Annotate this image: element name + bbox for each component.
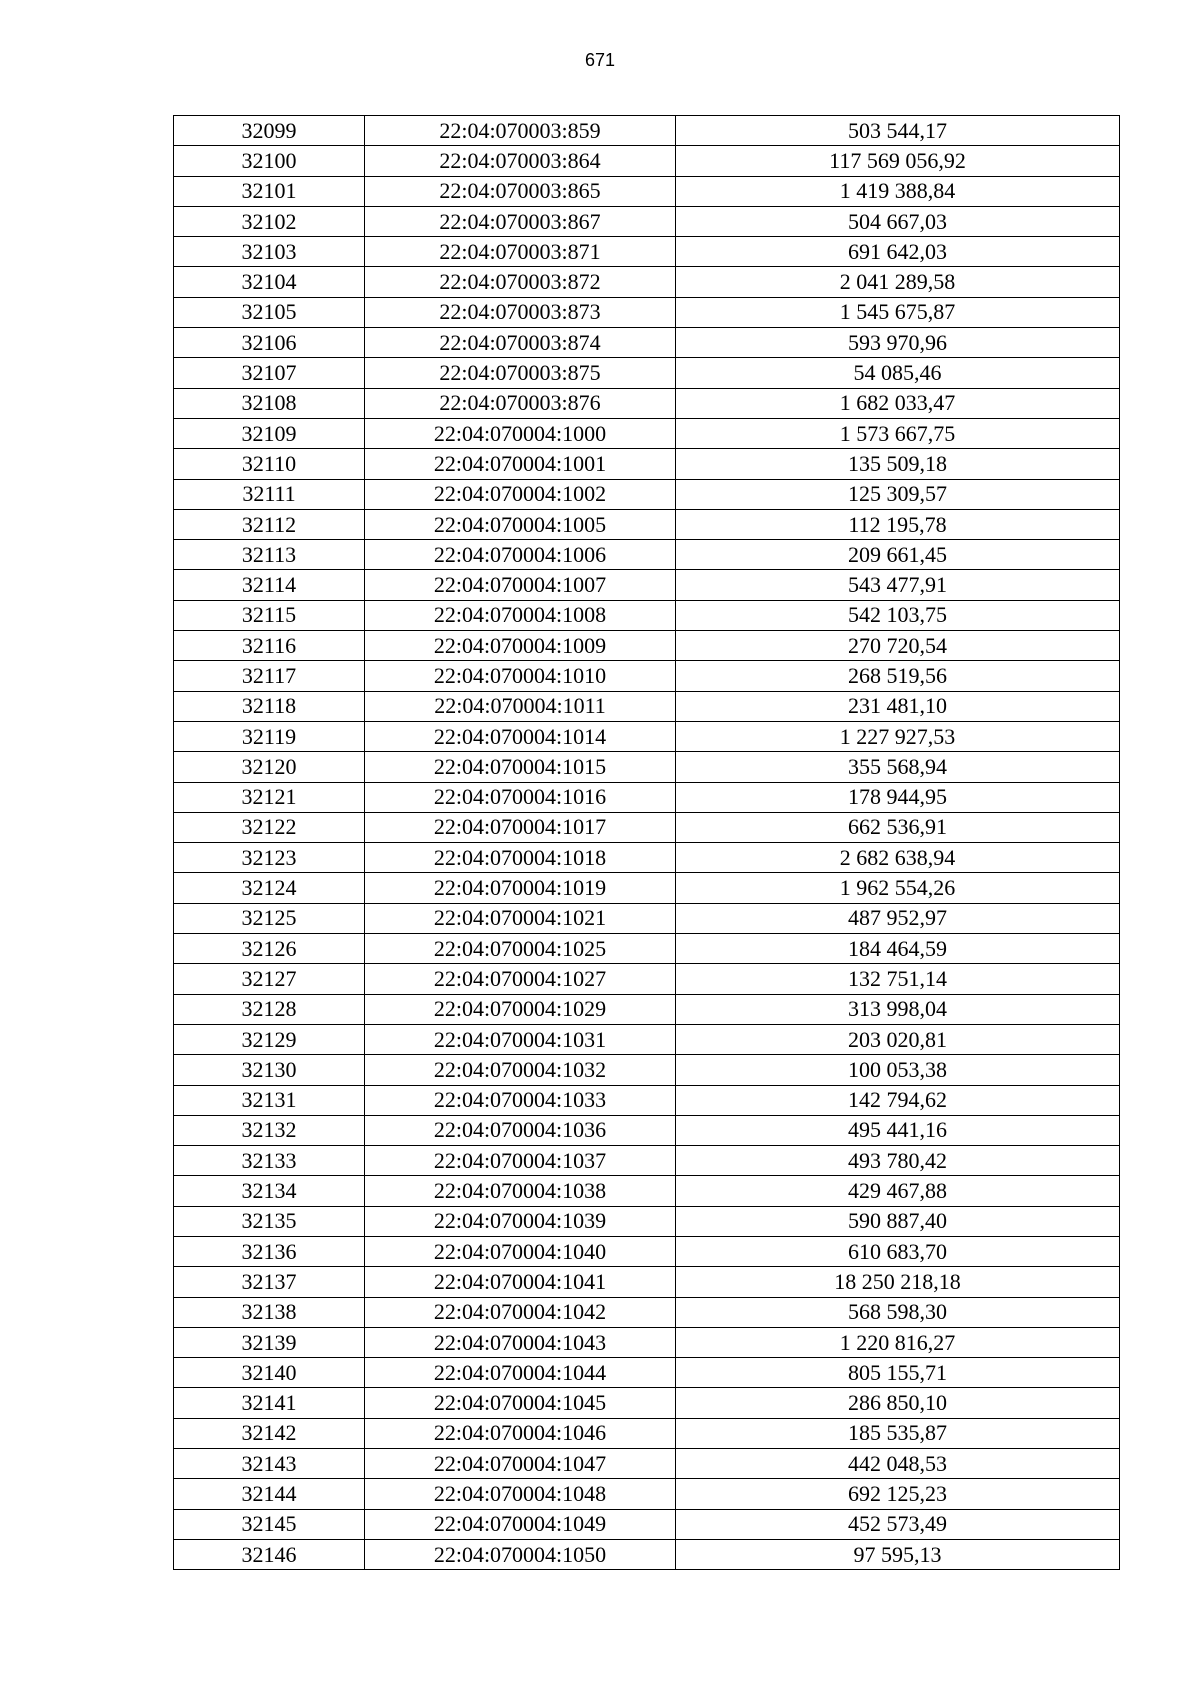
cadastral-number-cell: 22:04:070004:1046 xyxy=(365,1418,676,1448)
row-number-cell: 32142 xyxy=(174,1418,365,1448)
row-number-cell: 32124 xyxy=(174,873,365,903)
cadastral-number-cell: 22:04:070004:1029 xyxy=(365,994,676,1024)
row-number-cell: 32107 xyxy=(174,358,365,388)
table-row xyxy=(174,1327,1120,1357)
cadastral-number-cell: 22:04:070003:874 xyxy=(365,328,676,358)
row-number-cell: 32114 xyxy=(174,570,365,600)
table-row xyxy=(174,1206,1120,1236)
value-cell: 1 573 667,75 xyxy=(676,418,1120,448)
value-cell: 142 794,62 xyxy=(676,1085,1120,1115)
table-row xyxy=(174,418,1120,448)
cadastral-number-cell: 22:04:070004:1016 xyxy=(365,782,676,812)
row-number-cell: 32130 xyxy=(174,1055,365,1085)
row-number-cell: 32118 xyxy=(174,691,365,721)
table-row xyxy=(174,1236,1120,1266)
cadastral-number-cell: 22:04:070004:1009 xyxy=(365,631,676,661)
value-cell: 178 944,95 xyxy=(676,782,1120,812)
row-number-cell: 32138 xyxy=(174,1297,365,1327)
table-row xyxy=(174,116,1120,146)
cadastral-value-table xyxy=(173,115,1120,1570)
value-cell: 805 155,71 xyxy=(676,1358,1120,1388)
row-number-cell: 32129 xyxy=(174,1024,365,1054)
table-row xyxy=(174,570,1120,600)
value-cell: 18 250 218,18 xyxy=(676,1267,1120,1297)
row-number-cell: 32104 xyxy=(174,267,365,297)
value-cell: 132 751,14 xyxy=(676,964,1120,994)
row-number-cell: 32136 xyxy=(174,1236,365,1266)
table-row xyxy=(174,328,1120,358)
row-number-cell: 32125 xyxy=(174,903,365,933)
cadastral-number-cell: 22:04:070004:1045 xyxy=(365,1388,676,1418)
table-row xyxy=(174,1449,1120,1479)
row-number-cell: 32139 xyxy=(174,1327,365,1357)
cadastral-number-cell: 22:04:070004:1021 xyxy=(365,903,676,933)
value-cell: 268 519,56 xyxy=(676,661,1120,691)
cadastral-number-cell: 22:04:070004:1038 xyxy=(365,1176,676,1206)
cadastral-number-cell: 22:04:070004:1006 xyxy=(365,540,676,570)
row-number-cell: 32120 xyxy=(174,752,365,782)
row-number-cell: 32123 xyxy=(174,843,365,873)
row-number-cell: 32144 xyxy=(174,1479,365,1509)
row-number-cell: 32128 xyxy=(174,994,365,1024)
value-cell: 1 682 033,47 xyxy=(676,388,1120,418)
row-number-cell: 32106 xyxy=(174,328,365,358)
table-row xyxy=(174,479,1120,509)
value-cell: 2 682 638,94 xyxy=(676,843,1120,873)
cadastral-number-cell: 22:04:070003:871 xyxy=(365,237,676,267)
value-cell: 209 661,45 xyxy=(676,540,1120,570)
value-cell: 593 970,96 xyxy=(676,328,1120,358)
table-row xyxy=(174,1479,1120,1509)
row-number-cell: 32131 xyxy=(174,1085,365,1115)
row-number-cell: 32126 xyxy=(174,934,365,964)
table-row xyxy=(174,691,1120,721)
value-cell: 662 536,91 xyxy=(676,812,1120,842)
table-body xyxy=(174,116,1120,1570)
table-row xyxy=(174,1267,1120,1297)
row-number-cell: 32115 xyxy=(174,600,365,630)
cadastral-number-cell: 22:04:070004:1040 xyxy=(365,1236,676,1266)
value-cell: 135 509,18 xyxy=(676,449,1120,479)
value-cell: 286 850,10 xyxy=(676,1388,1120,1418)
table-row xyxy=(174,752,1120,782)
value-cell: 100 053,38 xyxy=(676,1055,1120,1085)
cadastral-number-cell: 22:04:070004:1025 xyxy=(365,934,676,964)
value-cell: 1 419 388,84 xyxy=(676,176,1120,206)
cadastral-number-cell: 22:04:070003:876 xyxy=(365,388,676,418)
cadastral-number-cell: 22:04:070004:1019 xyxy=(365,873,676,903)
table-row xyxy=(174,843,1120,873)
value-cell: 184 464,59 xyxy=(676,934,1120,964)
cadastral-number-cell: 22:04:070004:1011 xyxy=(365,691,676,721)
table-row xyxy=(174,1146,1120,1176)
value-cell: 493 780,42 xyxy=(676,1146,1120,1176)
cadastral-number-cell: 22:04:070004:1010 xyxy=(365,661,676,691)
value-cell: 112 195,78 xyxy=(676,509,1120,539)
row-number-cell: 32132 xyxy=(174,1115,365,1145)
row-number-cell: 32100 xyxy=(174,146,365,176)
table-row xyxy=(174,1176,1120,1206)
row-number-cell: 32111 xyxy=(174,479,365,509)
cadastral-number-cell: 22:04:070004:1017 xyxy=(365,812,676,842)
cadastral-number-cell: 22:04:070004:1050 xyxy=(365,1539,676,1569)
table-row xyxy=(174,449,1120,479)
table-row xyxy=(174,782,1120,812)
cadastral-number-cell: 22:04:070004:1049 xyxy=(365,1509,676,1539)
row-number-cell: 32135 xyxy=(174,1206,365,1236)
table-row xyxy=(174,1024,1120,1054)
cadastral-number-cell: 22:04:070004:1033 xyxy=(365,1085,676,1115)
row-number-cell: 32099 xyxy=(174,116,365,146)
table-row xyxy=(174,631,1120,661)
value-cell: 270 720,54 xyxy=(676,631,1120,661)
table-row xyxy=(174,600,1120,630)
table-row xyxy=(174,964,1120,994)
table-row xyxy=(174,176,1120,206)
cadastral-number-cell: 22:04:070003:864 xyxy=(365,146,676,176)
row-number-cell: 32113 xyxy=(174,540,365,570)
value-cell: 504 667,03 xyxy=(676,206,1120,236)
cadastral-number-cell: 22:04:070004:1018 xyxy=(365,843,676,873)
cadastral-number-cell: 22:04:070003:867 xyxy=(365,206,676,236)
row-number-cell: 32101 xyxy=(174,176,365,206)
row-number-cell: 32140 xyxy=(174,1358,365,1388)
cadastral-number-cell: 22:04:070004:1043 xyxy=(365,1327,676,1357)
table-row xyxy=(174,267,1120,297)
cadastral-number-cell: 22:04:070004:1001 xyxy=(365,449,676,479)
row-number-cell: 32141 xyxy=(174,1388,365,1418)
table-row xyxy=(174,873,1120,903)
cadastral-number-cell: 22:04:070004:1047 xyxy=(365,1449,676,1479)
value-cell: 692 125,23 xyxy=(676,1479,1120,1509)
value-cell: 495 441,16 xyxy=(676,1115,1120,1145)
table-row xyxy=(174,358,1120,388)
row-number-cell: 32133 xyxy=(174,1146,365,1176)
value-cell: 2 041 289,58 xyxy=(676,267,1120,297)
table-row xyxy=(174,146,1120,176)
row-number-cell: 32119 xyxy=(174,721,365,751)
table-row xyxy=(174,1539,1120,1569)
table-row xyxy=(174,812,1120,842)
value-cell: 1 545 675,87 xyxy=(676,297,1120,327)
value-cell: 1 220 816,27 xyxy=(676,1327,1120,1357)
cadastral-number-cell: 22:04:070004:1014 xyxy=(365,721,676,751)
value-cell: 691 642,03 xyxy=(676,237,1120,267)
table-row xyxy=(174,540,1120,570)
table-row xyxy=(174,1388,1120,1418)
cadastral-number-cell: 22:04:070004:1039 xyxy=(365,1206,676,1236)
row-number-cell: 32105 xyxy=(174,297,365,327)
value-cell: 590 887,40 xyxy=(676,1206,1120,1236)
table-row xyxy=(174,1297,1120,1327)
table-row xyxy=(174,297,1120,327)
cadastral-number-cell: 22:04:070004:1032 xyxy=(365,1055,676,1085)
cadastral-number-cell: 22:04:070003:859 xyxy=(365,116,676,146)
value-cell: 117 569 056,92 xyxy=(676,146,1120,176)
row-number-cell: 32110 xyxy=(174,449,365,479)
value-cell: 313 998,04 xyxy=(676,994,1120,1024)
row-number-cell: 32103 xyxy=(174,237,365,267)
row-number-cell: 32134 xyxy=(174,1176,365,1206)
table-row xyxy=(174,661,1120,691)
table-row xyxy=(174,1055,1120,1085)
value-cell: 185 535,87 xyxy=(676,1418,1120,1448)
value-cell: 487 952,97 xyxy=(676,903,1120,933)
value-cell: 429 467,88 xyxy=(676,1176,1120,1206)
table-row xyxy=(174,721,1120,751)
cadastral-number-cell: 22:04:070004:1005 xyxy=(365,509,676,539)
value-cell: 452 573,49 xyxy=(676,1509,1120,1539)
value-cell: 203 020,81 xyxy=(676,1024,1120,1054)
row-number-cell: 32102 xyxy=(174,206,365,236)
table-row xyxy=(174,1358,1120,1388)
row-number-cell: 32145 xyxy=(174,1509,365,1539)
row-number-cell: 32108 xyxy=(174,388,365,418)
cadastral-number-cell: 22:04:070003:872 xyxy=(365,267,676,297)
cadastral-number-cell: 22:04:070004:1036 xyxy=(365,1115,676,1145)
cadastral-number-cell: 22:04:070004:1008 xyxy=(365,600,676,630)
row-number-cell: 32109 xyxy=(174,418,365,448)
cadastral-number-cell: 22:04:070004:1027 xyxy=(365,964,676,994)
value-cell: 1 227 927,53 xyxy=(676,721,1120,751)
value-cell: 355 568,94 xyxy=(676,752,1120,782)
table-row xyxy=(174,994,1120,1024)
table-row xyxy=(174,237,1120,267)
cadastral-number-cell: 22:04:070004:1041 xyxy=(365,1267,676,1297)
value-cell: 610 683,70 xyxy=(676,1236,1120,1266)
page-number: 671 xyxy=(584,50,616,70)
value-cell: 97 595,13 xyxy=(676,1539,1120,1569)
value-cell: 1 962 554,26 xyxy=(676,873,1120,903)
table-row xyxy=(174,388,1120,418)
cadastral-number-cell: 22:04:070004:1037 xyxy=(365,1146,676,1176)
table-row xyxy=(174,206,1120,236)
row-number-cell: 32122 xyxy=(174,812,365,842)
cadastral-number-cell: 22:04:070004:1044 xyxy=(365,1358,676,1388)
value-cell: 54 085,46 xyxy=(676,358,1120,388)
row-number-cell: 32143 xyxy=(174,1449,365,1479)
cadastral-number-cell: 22:04:070004:1007 xyxy=(365,570,676,600)
value-cell: 543 477,91 xyxy=(676,570,1120,600)
row-number-cell: 32137 xyxy=(174,1267,365,1297)
value-cell: 542 103,75 xyxy=(676,600,1120,630)
cadastral-number-cell: 22:04:070003:875 xyxy=(365,358,676,388)
table-row xyxy=(174,1085,1120,1115)
cadastral-number-cell: 22:04:070004:1031 xyxy=(365,1024,676,1054)
table-row xyxy=(174,934,1120,964)
value-cell: 442 048,53 xyxy=(676,1449,1120,1479)
table-row xyxy=(174,1418,1120,1448)
table-row xyxy=(174,509,1120,539)
table-row xyxy=(174,1115,1120,1145)
cadastral-number-cell: 22:04:070004:1048 xyxy=(365,1479,676,1509)
cadastral-number-cell: 22:04:070004:1015 xyxy=(365,752,676,782)
table-row xyxy=(174,1509,1120,1539)
row-number-cell: 32112 xyxy=(174,509,365,539)
row-number-cell: 32116 xyxy=(174,631,365,661)
cadastral-number-cell: 22:04:070004:1042 xyxy=(365,1297,676,1327)
value-cell: 125 309,57 xyxy=(676,479,1120,509)
cadastral-number-cell: 22:04:070003:873 xyxy=(365,297,676,327)
value-cell: 568 598,30 xyxy=(676,1297,1120,1327)
row-number-cell: 32127 xyxy=(174,964,365,994)
value-cell: 231 481,10 xyxy=(676,691,1120,721)
value-cell: 503 544,17 xyxy=(676,116,1120,146)
cadastral-number-cell: 22:04:070004:1000 xyxy=(365,418,676,448)
row-number-cell: 32121 xyxy=(174,782,365,812)
row-number-cell: 32117 xyxy=(174,661,365,691)
row-number-cell: 32146 xyxy=(174,1539,365,1569)
cadastral-number-cell: 22:04:070004:1002 xyxy=(365,479,676,509)
cadastral-number-cell: 22:04:070003:865 xyxy=(365,176,676,206)
table-row xyxy=(174,903,1120,933)
